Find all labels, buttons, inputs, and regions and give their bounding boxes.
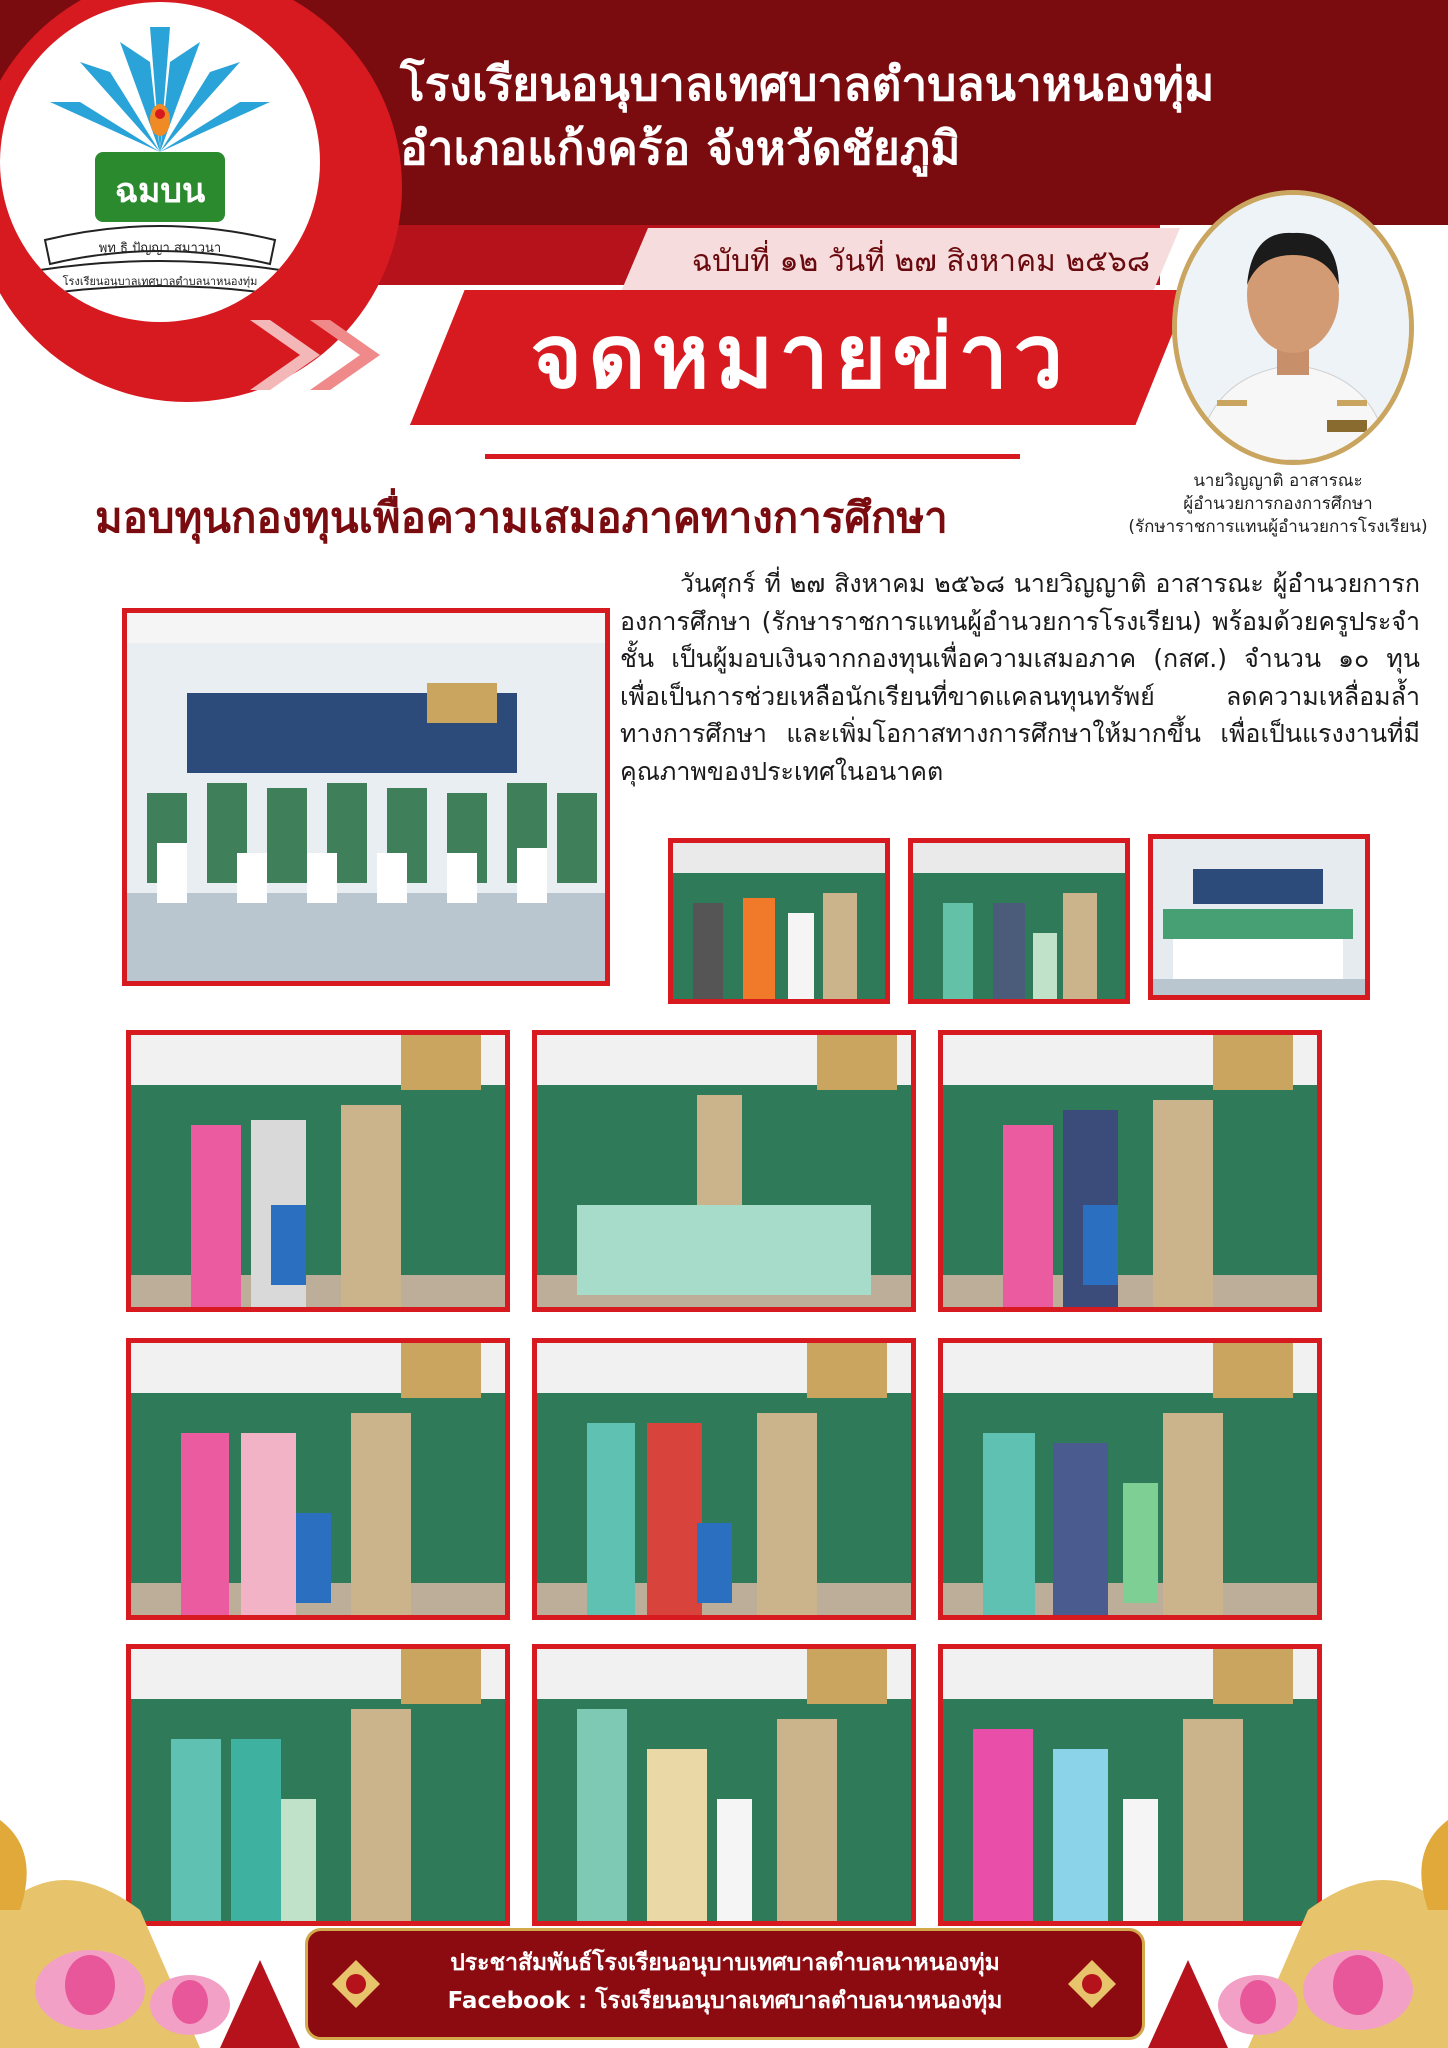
- photo-small-3: [1148, 834, 1370, 1000]
- photo-group-scene: [127, 613, 605, 981]
- article-body: [620, 565, 1420, 790]
- director-portrait-figure: [1177, 195, 1409, 460]
- photo-grid-2-scene: [537, 1035, 911, 1307]
- photo-grid-4: [126, 1338, 510, 1620]
- photo-grid-5: [532, 1338, 916, 1620]
- photo-grid-5-scene: [537, 1343, 911, 1615]
- photo-grid-6: [938, 1338, 1322, 1620]
- photo-grid-6-scene: [943, 1343, 1317, 1615]
- article-headline: มอบทุนกองทุนเพื่อความเสมอภาคทางการศึกษา: [95, 493, 948, 542]
- logo-mark-text: ฉมบน: [114, 171, 206, 211]
- photo-small-2-scene: [913, 843, 1125, 999]
- photo-grid-3: [938, 1030, 1322, 1312]
- school-name-line2: อำเภอแก้งคร้อ จังหวัดชัยภูมิ: [400, 121, 961, 175]
- title-underline: [485, 454, 1020, 459]
- photo-grid-3-scene: [943, 1035, 1317, 1307]
- logo-motto: พุท ธิ ปัญญา สมาวนา: [98, 241, 222, 256]
- lotus-decoration-left-icon: [0, 1790, 330, 2048]
- chevron-arrows-icon: [240, 310, 400, 400]
- footer-text: [330, 1944, 1120, 2020]
- issue-date: ฉบับที่ ๑๒ วันที่ ๒๗ สิงหาคม ๒๕๖๘: [691, 244, 1150, 279]
- director-name: นายวิญญาติ อาสารณะ: [1193, 471, 1363, 491]
- photo-small-3-scene: [1153, 839, 1365, 995]
- photo-small-2: [908, 838, 1130, 1004]
- photo-grid-1: [126, 1030, 510, 1312]
- footer-pr-line: ประชาสัมพันธ์โรงเรียนอนุบาบเทศบาลตำบลนาหนองทุ่ม: [450, 1950, 1000, 1976]
- school-title: [400, 52, 1400, 180]
- article-body-text: วันศุกร์ ที่ ๒๗ สิงหาคม ๒๕๖๘ นายวิญญาติ อาสารณะ ผู้อำนวยการกองการศึกษา (รักษาราชการแทนผู้อำนวยการโรงเรียน) พร้อมด้วยครูประจำชั้น เป็นผู้มอบเงินจากกองทุนเพื่อความเสมอภาค (กสศ.) จำนวน ๑๐ ทุน เพื่อเป็นการช่วยเหลือนักเรียนที่ขาดแคลนทุนทรัพย์ ลดความเหลื่อมล้ำทางการศึกษา และเพิ่มโอกาสทางการศึกษาให้มากขึ้น เพื่อเป็นแรงงานที่มีคุณภาพของประเทศในอนาคต: [620, 569, 1420, 786]
- photo-small-1: [668, 838, 890, 1004]
- director-position: ผู้อำนวยการกองการศึกษา: [1183, 494, 1373, 514]
- school-logo-emblem: [0, 2, 320, 322]
- photo-grid-4-scene: [131, 1343, 505, 1615]
- logo-ribbon-text: โรงเรียนอนุบาลเทศบาลตำบลนาหนองทุ่ม: [62, 275, 258, 288]
- photo-grid-1-scene: [131, 1035, 505, 1307]
- photo-group-main: [122, 608, 610, 986]
- photo-grid-8: [532, 1644, 916, 1926]
- director-caption: [1118, 470, 1438, 539]
- school-logo: [0, 2, 320, 322]
- photo-grid-8-scene: [537, 1649, 911, 1921]
- school-name-line1: โรงเรียนอนุบาลเทศบาลตำบลนาหนองทุ่ม: [400, 57, 1215, 111]
- newsletter-title: จดหมายข่าว: [530, 305, 1070, 408]
- director-portrait: [1172, 190, 1414, 465]
- lotus-decoration-right-icon: [1118, 1790, 1448, 2048]
- photo-small-1-scene: [673, 843, 885, 999]
- footer-facebook-link[interactable]: Facebook : โรงเรียนอนุบาลเทศบาลตำบลนาหนองทุ่ม: [447, 1988, 1003, 2014]
- director-acting: (รักษาราชการแทนผู้อำนวยการโรงเรียน): [1128, 517, 1428, 537]
- photo-grid-2: [532, 1030, 916, 1312]
